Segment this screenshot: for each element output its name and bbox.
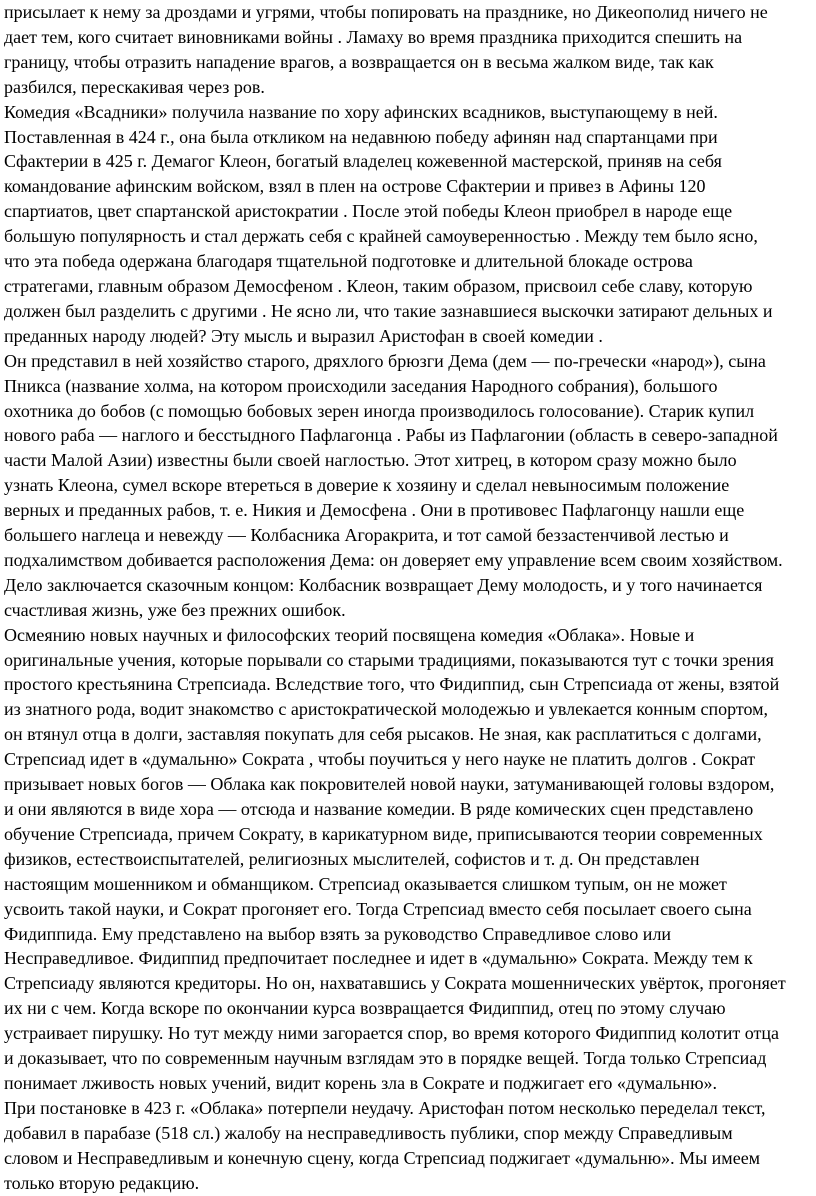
paragraph-knights-plot: Он представил в ней хозяйство старого, дряхлого брюзги Дема (дем — по-гречески «народ»), сына Пникса (название холма, на котором происходили заседания Народного собрания), большого охотника до бобов (с помощью бобовых зерен иногда производилось голосование). Старик купил нового раба — наглого и бесстыдного Пафлагонца . Рабы из Пафлагонии (область в северо-западной части Малой Азии) известны были своей наглостью. Этот хитрец, в котором сразу можно было узнать Клеона, сумел вскоре втереться в доверие к хозяину и сделал невыносимым положение верных и преданных рабов, т. е. Никия и Демосфена . Они в противовес Пафлагонцу нашли еще большего наглеца и невежду — Колбасника Агоракрита, и тот самой беззастенчивой лестью и подхалимством добивается расположения Дема: он доверяет ему управление всем своим хозяйством. Дело заключается сказочным концом: Колбасник возвращает Дему молодость, и у того начинается счастливая жизнь, уже без прежних ошибок.: [4, 350, 783, 620]
paragraph-knights-intro: Комедия «Всадники» получила название по хору афинских всадников, выступающему в ней. Поставленная в 424 г., она была откликом на недавнюю победу афинян над спартанцами при Сфактерии в 425 г. Демагог Клеон, богатый владелец кожевенной мастерской, приняв на себя командование афинским войском, взял в плен на острове Сфактерии и привез в Афины 120 спартиатов, цвет спартанской аристократии . После этой победы Клеон приобрел в народе еще большую популярность и стал держать себя с крайней самоуверенностью . Между тем было ясно, что эта победа одержана благодаря тщательной подготовке и длительной блокаде острова стратегами, главным образом Демосфеном . Клеон, таким образом, присвоил себе славу, которую должен был разделить с другими . Не ясно ли, что такие зазнавшиеся выскочки затирают дельных и преданных народу людей? Эту мысль и выразил Аристофан в своей комедии .: [4, 101, 773, 346]
paragraph-acharnians-end: присылает к нему за дроздами и угрями, чтобы попировать на празднике, но Дикеополид ничего не дает тем, кого считает виновниками войны . Ламаху во время праздника приходится спешить на границу, чтобы отразить нападение врагов, а возвращается он в весьма жалком виде, так как разбился, перескакивая через ров.: [4, 2, 768, 97]
paragraph-clouds-staging: При постановке в 423 г. «Облака» потерпели неудачу. Аристофан потом несколько переделал текст, добавил в парабазе (518 сл.) жалобу на несправедливость публики, спор между Справедливым словом и Несправедливым и конечную сцену, когда Стрепсиад поджигает «думальню». Мы имеем только вторую редакцию.: [4, 1097, 766, 1193]
paragraph-clouds-plot: Осмеянию новых научных и философских теорий посвящена комедия «Облака». Новые и оригинальные учения, которые порывали со старыми традициями, показываются тут с точки зрения простого крестьянина Стрепсиада. Вследствие того, что Фидиппид, сын Стрепсиада от жены, взятой из знатного рода, водит знакомство с аристократической молодежью и увлекается конным спортом, он втянул отца в долги, заставляя покупать для себя рысаков. Не зная, как расплатиться с долгами, Стрепсиад идет в «думальню» Сократа , чтобы поучиться у него науке не платить долгов . Сократ призывает новых богов — Облака как покровителей новой науки, затуманивающей головы вздором, и они являются в виде хора — отсюда и название комедии. В ряде комических сцен представлено обучение Стрепсиада, причем Сократу, в карикатурном виде, приписываются теории современных физиков, естествоиспытателей, религиозных мыслителей, софистов и т. д. Он представлен настоящим мошенником и обманщиком. Стрепсиад оказывается слишком тупым, он не может усвоить такой науки, и Сократ прогоняет его. Тогда Стрепсиад вместо себя посылает своего сына Фидиппида. Ему представлено на выбор взять за руководство Справедливое слово или Несправедливое. Фидиппид предпочитает последнее и идет в «думальню» Сократа. Между тем к Стрепсиаду являются кредиторы. Но он, нахватавшись у Сократа мошеннических увёрток, прогоняет их ни с чем. Когда вскоре по окончании курса возвращается Фидиппид, отец по этому случаю устраивает пирушку. Но тут между ними загорается спор, во время которого Фидиппид колотит отца и доказывает, что по современным научным взглядам это в порядке вещей. Тогда только Стрепсиад понимает лживость новых учений, видит корень зла в Сократе и поджигает его «думальню».: [4, 624, 786, 1093]
